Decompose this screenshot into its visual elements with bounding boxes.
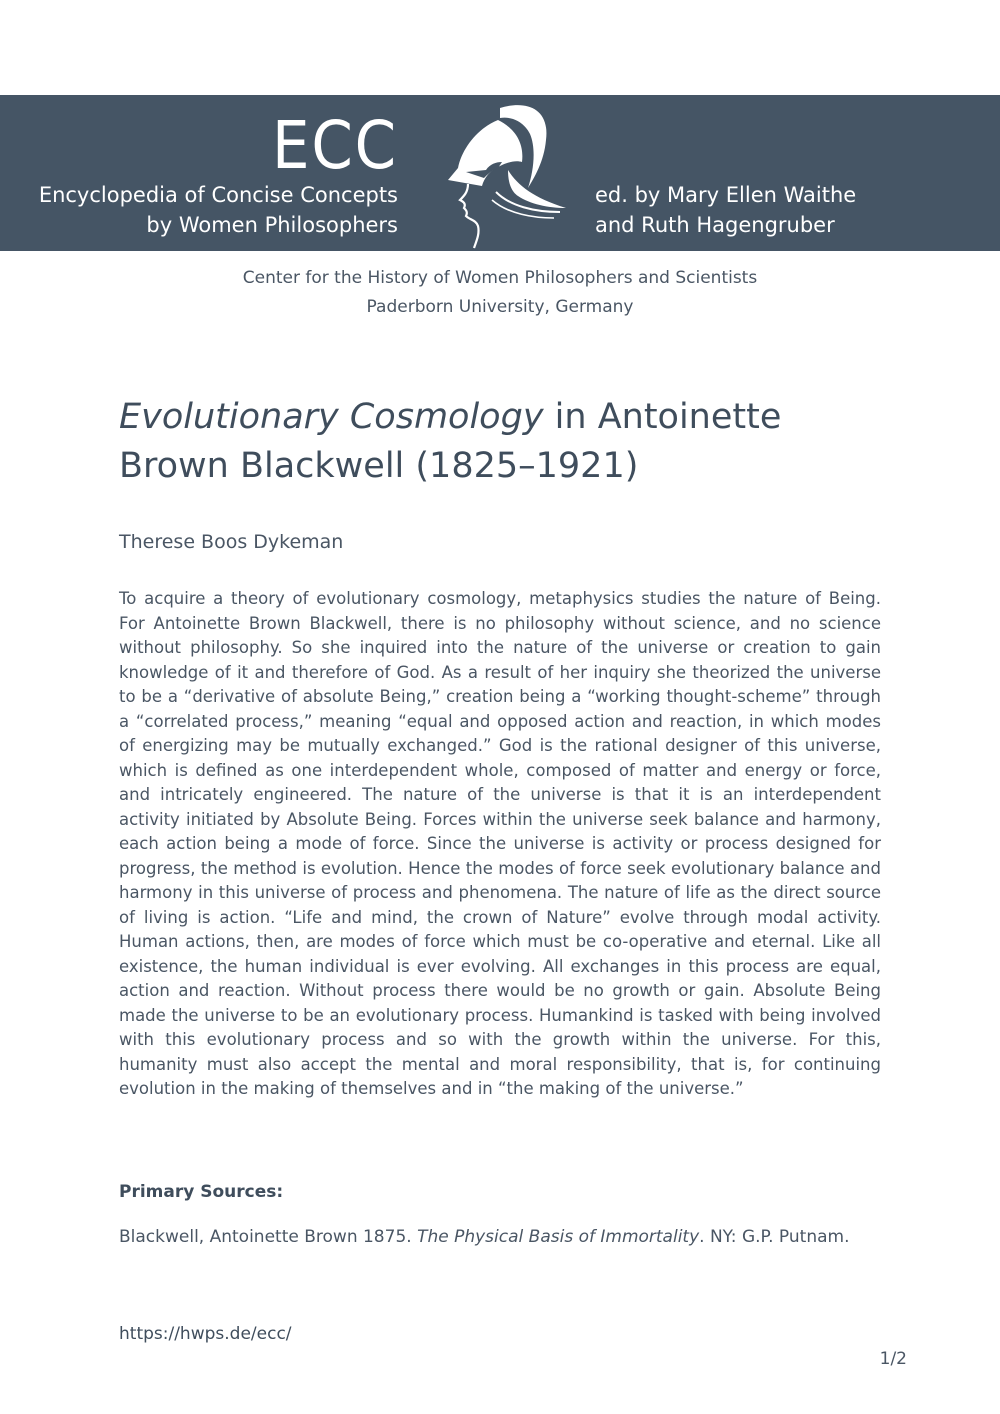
institution-block xyxy=(0,264,1000,322)
editors-line2: and Ruth Hagengruber xyxy=(595,213,835,237)
article-title-italic: Evolutionary Cosmology xyxy=(119,397,544,437)
institution-name: Center for the History of Women Philosophers and Scientists xyxy=(242,268,758,288)
article-title xyxy=(119,393,889,491)
article-body: To acquire a theory of evolutionary cosmology, metaphysics studies the nature of Being. For Antoinette Brown Blackwell, there is no philosophy without science, and no science without philosophy. So she inquired into the nature of the universe or creation to gain knowledge of it and therefore of God. As a result of her inquiry she theorized the universe to be a “derivative of absolute Being,” creation being a “working thought-scheme” through a “correlated process,” meaning “equal and opposed action and reaction, in which modes of energizing may be mutually exchanged.” God is the rational designer of this universe, which is defined as one interdependent whole, composed of matter and energy or force, and intricately engineered. The nature of the universe is that it is an interdependent activity initiated by Absolute Being. Forces within the universe seek balance and harmony, each action being a mode of force. Since the universe is activity or process designed for progress, the method is evolution. Hence the modes of force seek evolutionary balance and harmony in this universe of process and phenomena. The nature of life as the direct source of living is action. “Life and mind, the crown of Nature” evolve through modal activity. Human actions, then, are modes of force which must be co-operative and eternal. Like all existence, the human individual is ever evolving. All exchanges in this process are equal, action and reaction. Without process there would be no growth or gain. Absolute Being made the universe to be an evolutionary process. Humankind is tasked with being involved with this evolutionary process and so with the growth within the universe. For this, humanity must also accept the mental and moral responsibility, that is, for continuing evolution in the making of themselves and in “the making of the universe.” xyxy=(119,589,881,1098)
encyclopedia-title xyxy=(39,180,398,240)
article-title-rest: in Antoinette Brown Blackwell (1825–1921) xyxy=(119,397,782,486)
primary-sources-heading: Primary Sources: xyxy=(119,1182,284,1202)
athena-helmet-icon xyxy=(438,100,570,250)
encyclopedia-title-line2: by Women Philosophers xyxy=(146,213,398,237)
editors-line1: ed. by Mary Ellen Waithe xyxy=(595,183,857,207)
article-author: Therese Boos Dykeman xyxy=(119,531,344,553)
footer-url-link[interactable]: https://hwps.de/ecc/ xyxy=(119,1324,292,1344)
source-title: The Physical Basis of Immortality xyxy=(417,1227,700,1247)
ecc-logo-text: ECC xyxy=(272,107,398,184)
page-number: 1/2 xyxy=(879,1349,907,1369)
source-author-year: Blackwell, Antoinette Brown 1875. xyxy=(119,1227,418,1247)
editors xyxy=(595,180,856,240)
encyclopedia-title-line1: Encyclopedia of Concise Concepts xyxy=(38,183,398,207)
source-publisher: . NY: G.P. Putnam. xyxy=(699,1227,850,1247)
primary-source-entry xyxy=(119,1225,849,1249)
institution-location: Paderborn University, Germany xyxy=(366,297,634,317)
